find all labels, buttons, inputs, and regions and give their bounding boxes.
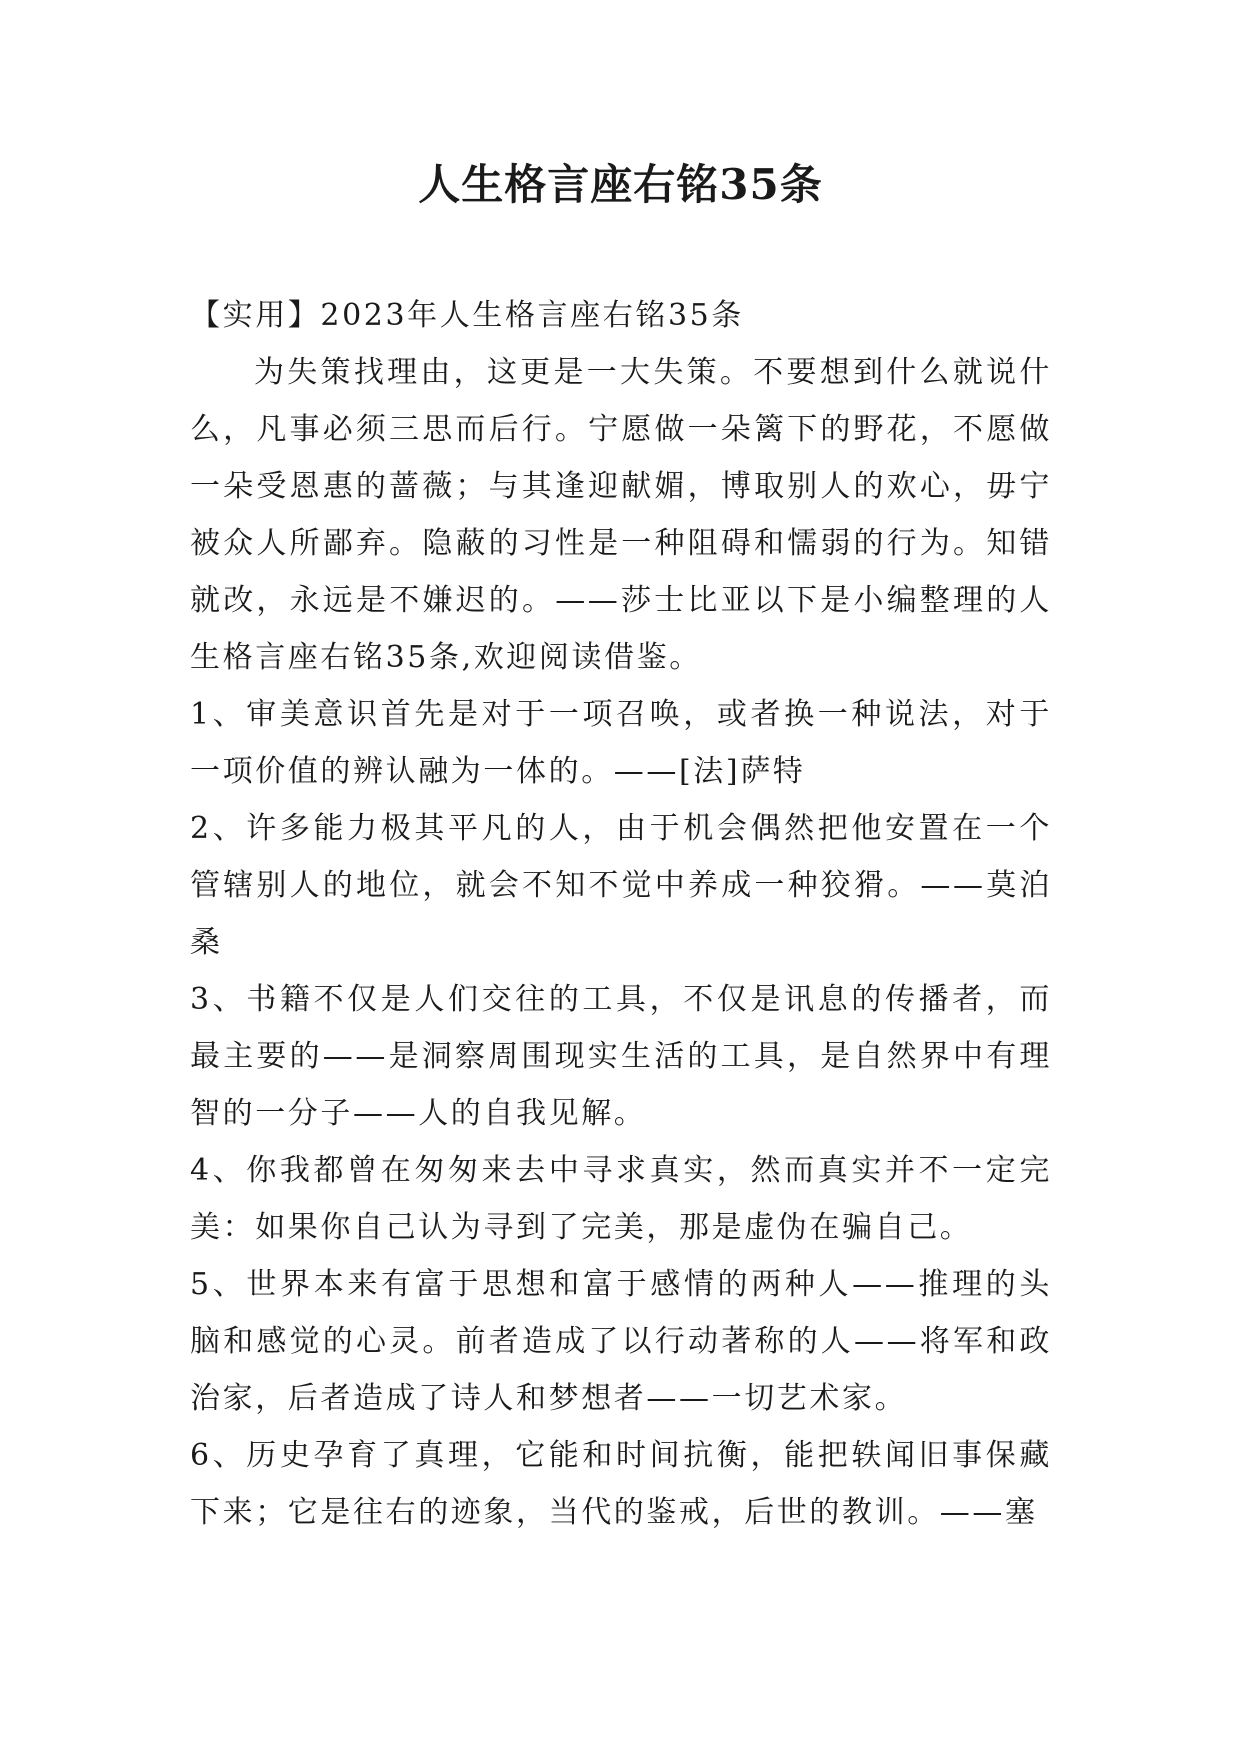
quote-item-4: 4、你我都曾在匆匆来去中寻求真实，然而真实并不一定完美：如果你自己认为寻到了完美，那是虚伪在骗自己。 — [190, 1153, 1052, 1245]
quote-item-3: 3、书籍不仅是人们交往的工具，不仅是讯息的传播者，而最主要的——是洞察周围现实生活的工具，是自然界中有理智的一分子——人的自我见解。 — [190, 982, 1052, 1131]
quote-item-6: 6、历史孕育了真理，它能和时间抗衡，能把轶闻旧事保藏下来；它是往右的迹象，当代的鉴戒，后世的教训。——塞 — [190, 1438, 1052, 1530]
document-subtitle: 【实用】2023年人生格言座右铭35条 — [190, 298, 744, 333]
document-body — [190, 287, 1052, 1541]
document-title: 人生格言座右铭35条 — [418, 160, 823, 209]
quote-item-2: 2、许多能力极其平凡的人，由于机会偶然把他安置在一个管辖别人的地位，就会不知不觉中养成一种狡猾。——莫泊桑 — [190, 811, 1052, 960]
quote-item-5: 5、世界本来有富于思想和富于感情的两种人——推理的头脑和感觉的心灵。前者造成了以行动著称的人——将军和政治家，后者造成了诗人和梦想者——一切艺术家。 — [190, 1267, 1052, 1416]
quote-item-1: 1、审美意识首先是对于一项召唤，或者换一种说法，对于一项价值的辨认融为一体的。——[法]萨特 — [190, 697, 1052, 789]
intro-paragraph: 为失策找理由，这更是一大失策。不要想到什么就说什么，凡事必须三思而后行。宁愿做一朵篱下的野花，不愿做一朵受恩惠的蔷薇；与其逢迎献媚，博取别人的欢心，毋宁被众人所鄙弃。隐蔽的习性是一种阻碍和懦弱的行为。知错就改，永远是不嫌迟的。——莎士比亚以下是小编整理的人生格言座右铭35条,欢迎阅读借鉴。 — [190, 355, 1052, 675]
